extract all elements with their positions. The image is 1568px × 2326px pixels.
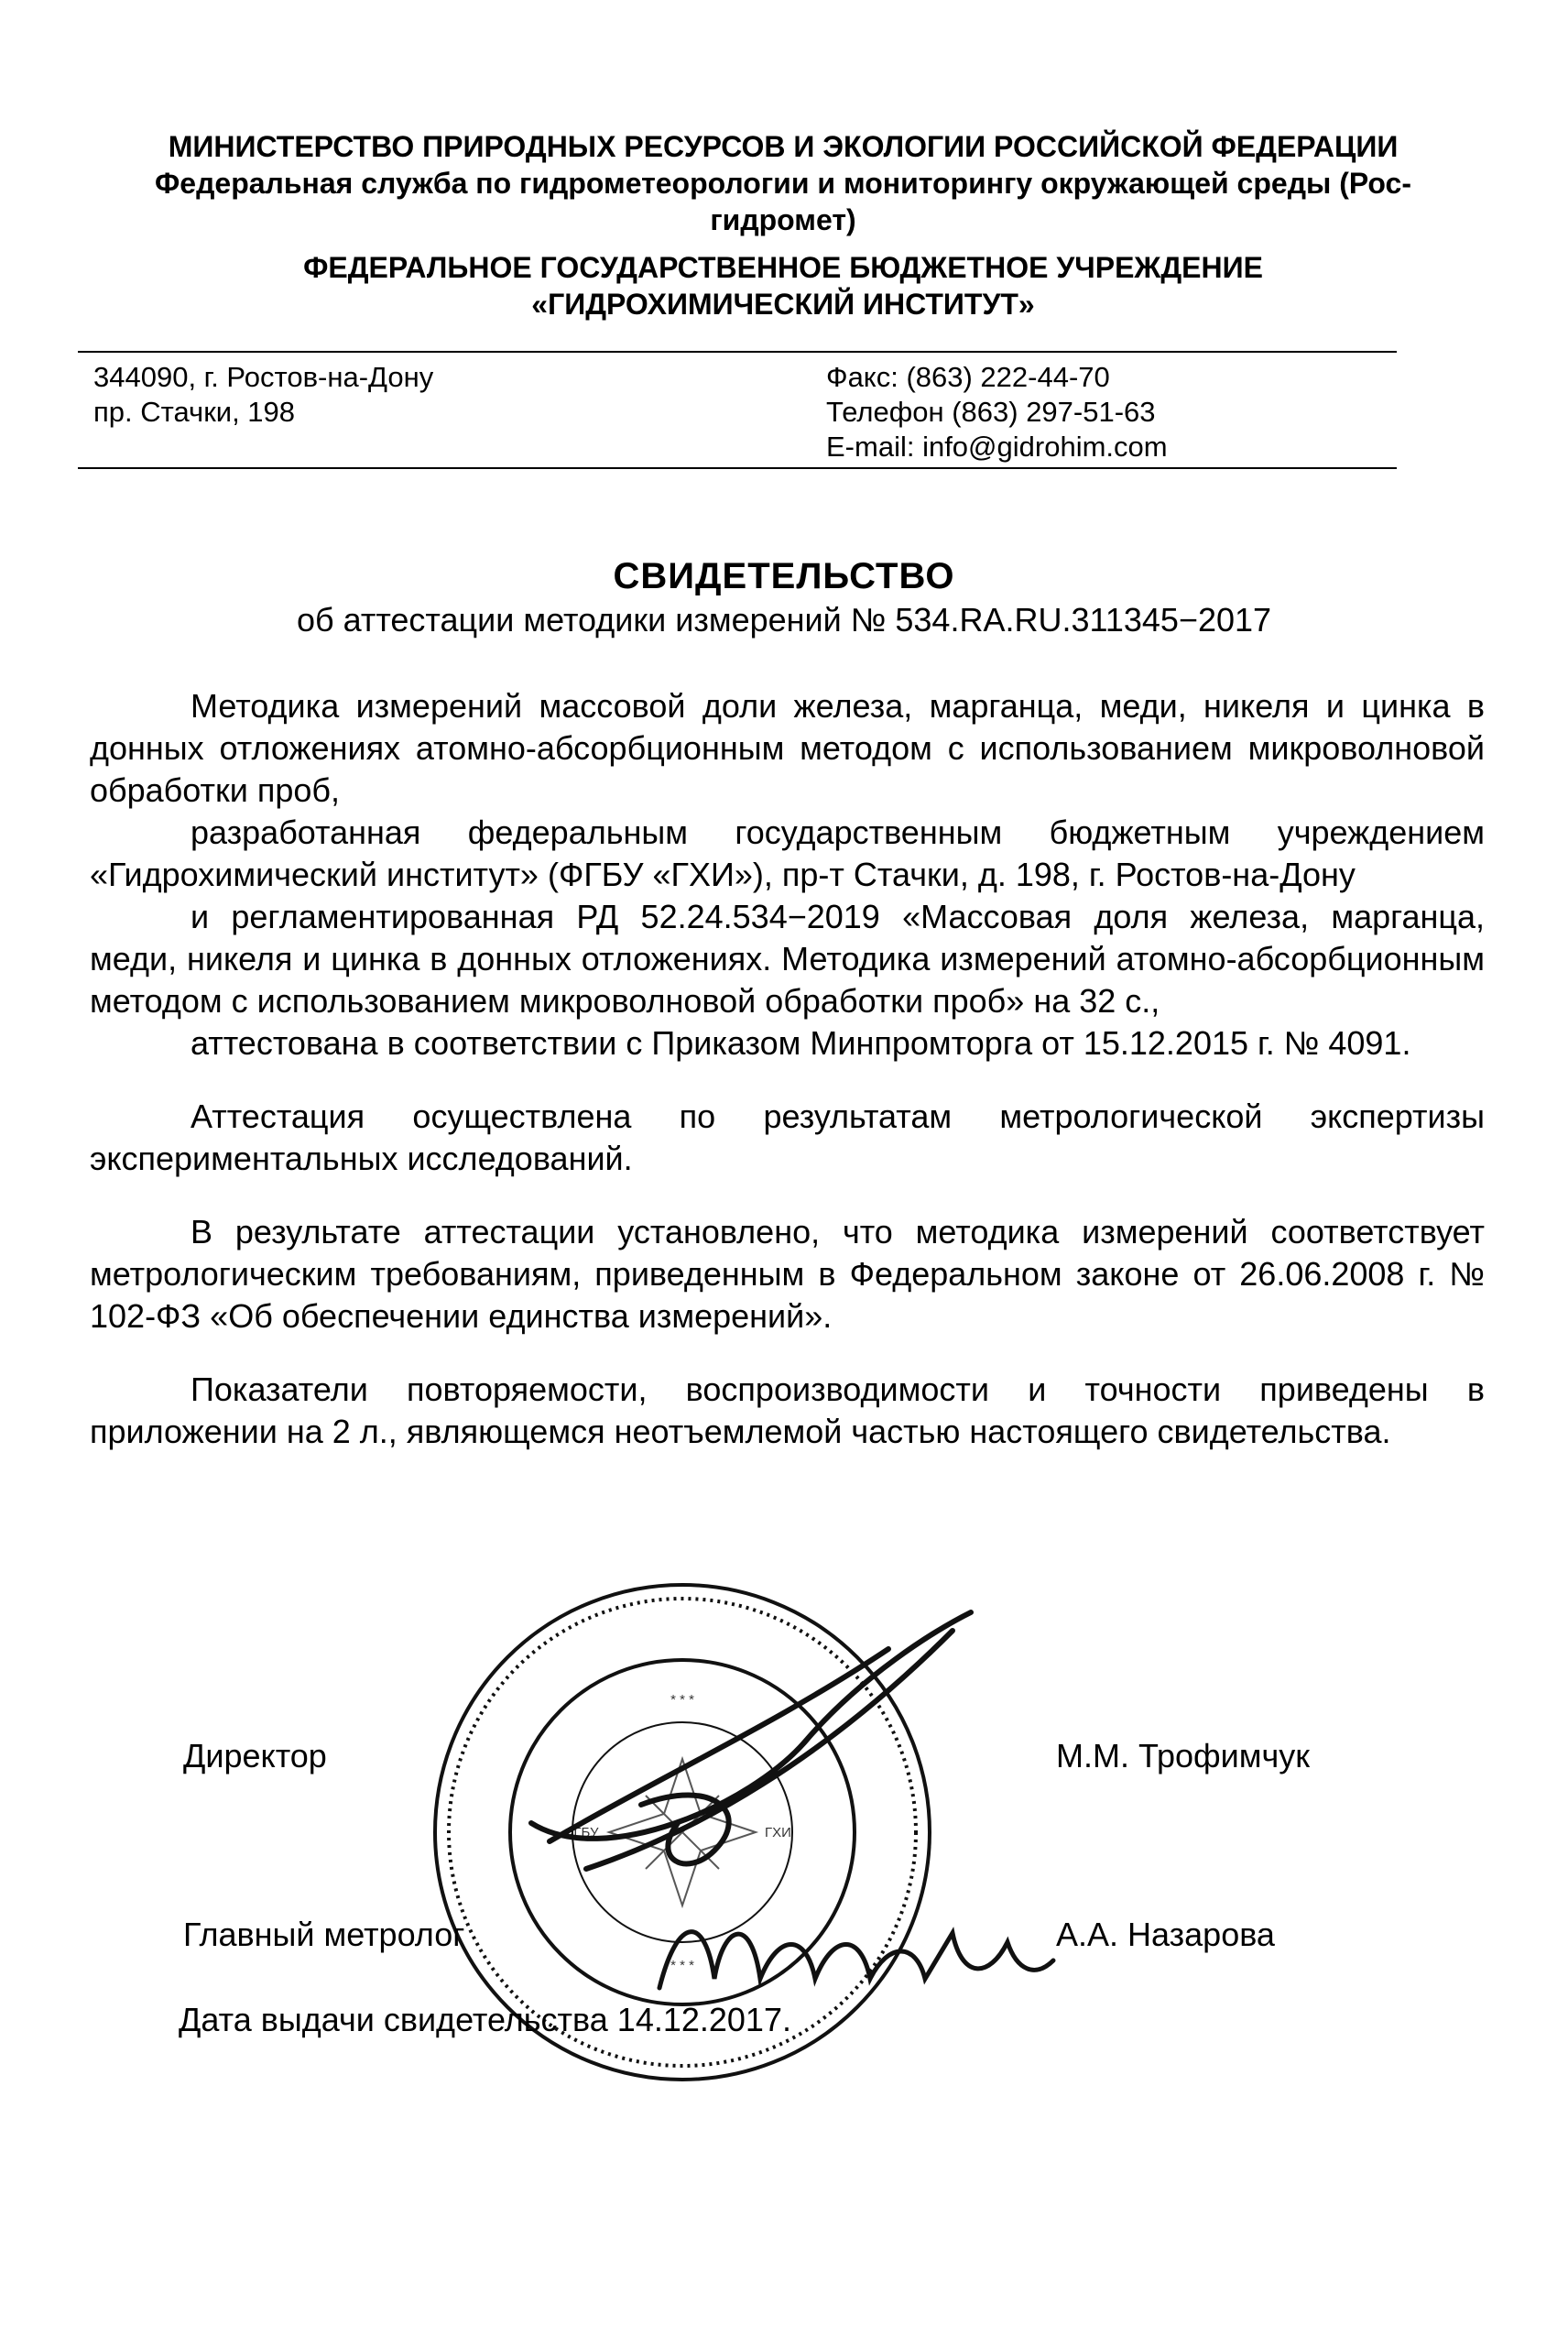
svg-text:* * *: * * * (670, 1692, 694, 1708)
metrologist-name: А.А. Назарова (1056, 1916, 1275, 1953)
paragraph-developer: разработанная федеральным государственным бюджетным учреждением «Гидрохимический институт» (ФГБУ «ГХИ»), пр-т Стачки, д. 198, г. Ростов-на-Дону (90, 814, 1485, 893)
address-bottom-divider (78, 467, 1397, 469)
svg-text:ГХИ: ГХИ (765, 1825, 791, 1840)
address-fax: Факс: (863) 222-44-70 (826, 361, 1110, 393)
director-title: Директор (183, 1737, 327, 1775)
certificate-title: СВИДЕТЕЛЬСТВО (613, 556, 955, 596)
director-autograph (476, 1594, 989, 1924)
address-email: E-mail: info@gidrohim.com (826, 431, 1168, 463)
institution-heading-line1: ФЕДЕРАЛЬНОЕ ГОСУДАРСТВЕННОЕ БЮДЖЕТНОЕ УЧРЕЖДЕНИЕ (303, 251, 1263, 284)
address-street: пр. Стачки, 198 (93, 396, 296, 428)
director-name: М.М. Трофимчук (1056, 1737, 1310, 1775)
paragraph-basis: Аттестация осуществлена по результатам метрологической экспертизы экспериментальных исследований. (90, 1097, 1485, 1177)
address-top-divider (78, 351, 1397, 353)
institution-heading-line2: «ГИДРОХИМИЧЕСКИЙ ИНСТИТУТ» (531, 288, 1035, 321)
svg-text:* * *: * * * (670, 1958, 694, 1973)
paragraph-appendix: Показатели повторяемости, воспроизводимости и точности приведены в приложении на 2 л., являющемся неотъемлемой частью настоящего свидетельства. (90, 1370, 1485, 1450)
paragraph-attested: аттестована в соответствии с Приказом Минпромторга от 15.12.2015 г. № 4091. (191, 1024, 1411, 1062)
service-heading-line2: гидромет) (710, 203, 856, 236)
address-phone: Телефон (863) 297-51-63 (826, 396, 1156, 428)
metrologist-title: Главный метролог (183, 1916, 465, 1953)
paragraph-regulation: и регламентированная РД 52.24.534−2019 «Массовая доля железа, марганца, меди, никеля и цинка в донных отложениях. Методика измерений атомно-абсорбционным методом с использованием микроволновой обработки проб» на 32 с., (90, 898, 1485, 1020)
paragraph-result: В результате аттестации установлено, что методика измерений соответствует метрологическим требованиям, приведенным в Федеральном законе от 26.06.2008 г. № 102-ФЗ «Об обеспечении единства измерений». (90, 1213, 1485, 1335)
address-postal: 344090, г. Ростов-на-Дону (93, 361, 434, 393)
svg-text:ФГБУ: ФГБУ (563, 1825, 599, 1840)
certificate-subtitle: об аттестации методики измерений № 534.RA.RU.311345−2017 (296, 601, 1272, 639)
ministry-heading: МИНИСТЕРСТВО ПРИРОДНЫХ РЕСУРСОВ И ЭКОЛОГИИ РОССИЙСКОЙ ФЕДЕРАЦИИ (168, 130, 1399, 163)
paragraph-method: Методика измерений массовой доли железа, марганца, меди, никеля и цинка в донных отложениях атомно-абсорбционным методом с использованием микроволновой обработки проб, (90, 687, 1485, 809)
service-heading-line1: Федеральная служба по гидрометеорологии и мониторингу окружающей среды (Рос- (154, 167, 1411, 200)
certificate-body (90, 685, 1485, 1453)
issue-date: Дата выдачи свидетельства 14.12.2017. (179, 2001, 791, 2038)
